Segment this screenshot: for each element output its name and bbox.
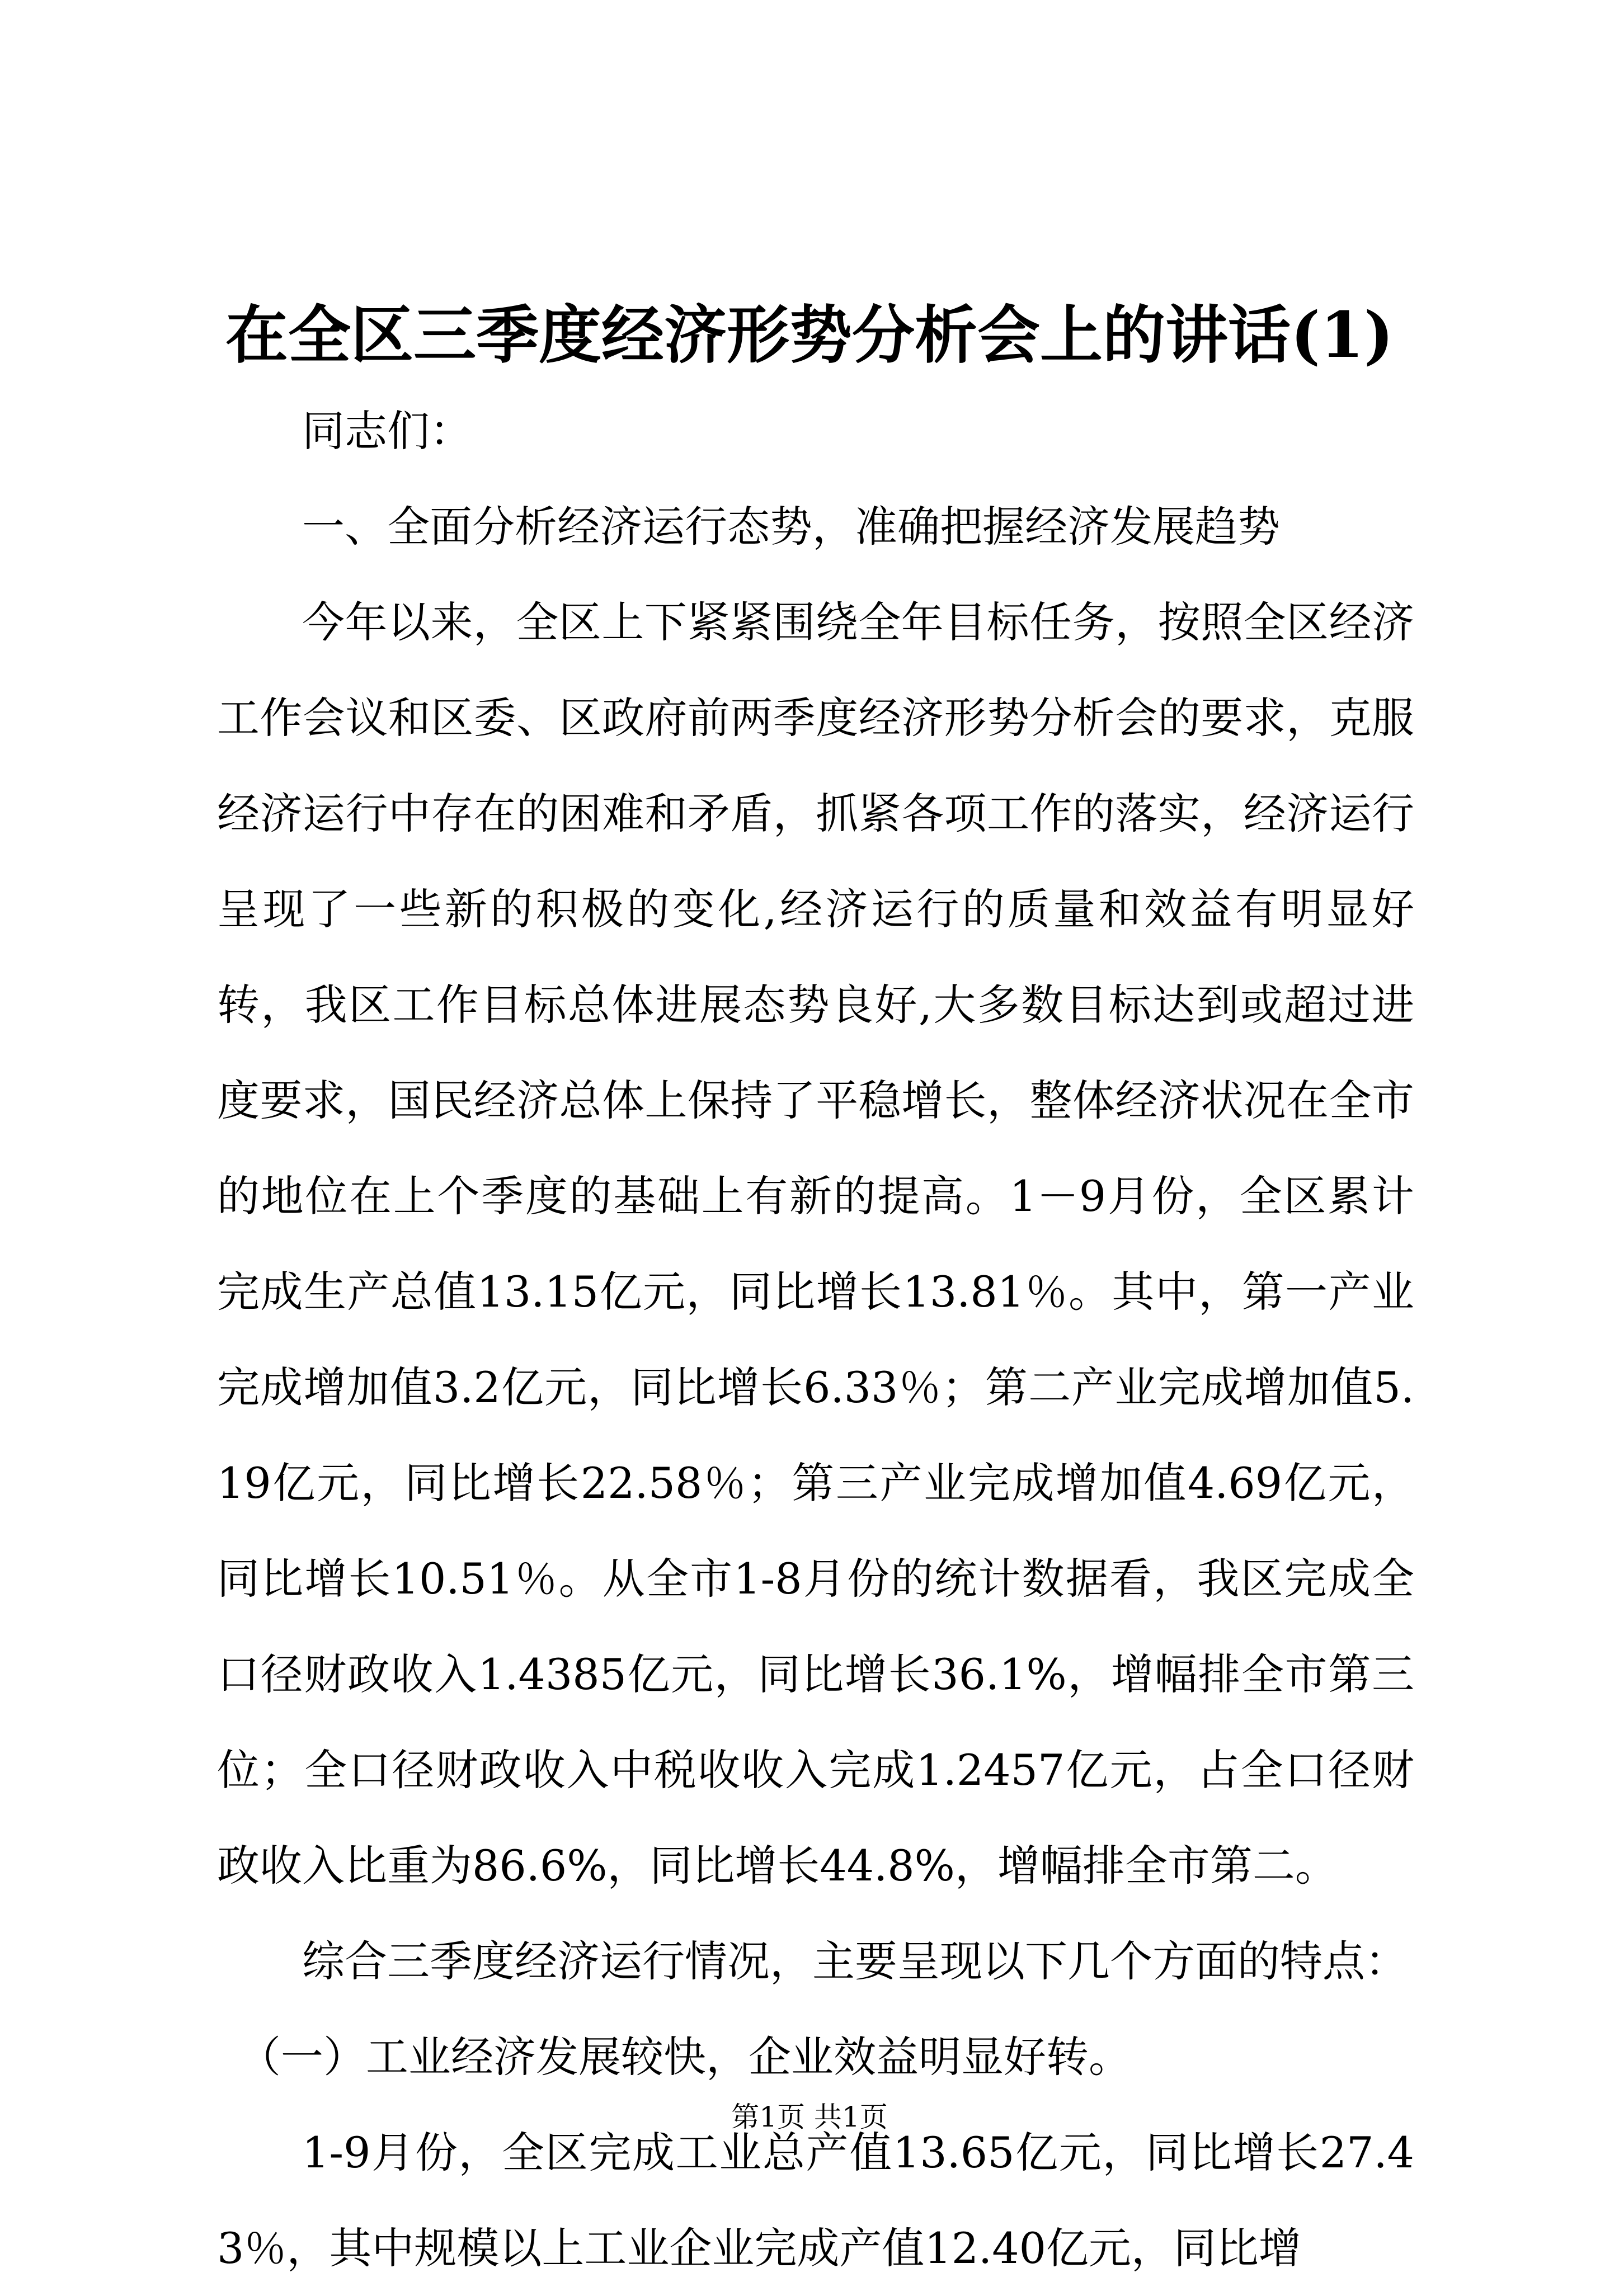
body-paragraph: 今年以来，全区上下紧紧围绕全年目标任务，按照全区经济工作会议和区委、区政府前两季度经济形势分析会的要求，克服经济运行中存在的困难和矛盾，抓紧各项工作的落实，经济运行呈现了一些新的积极的变化,经济运行的质量和效益有明显好转，我区工作目标总体进展态势良好,大多数目标达到或超过进度要求，国民经济总体上保持了平稳增长，整体经济状况在全市的地位在上个季度的基础上有新的提高。1－9月份，全区累计完成生产总值13.15亿元，同比增长13.81％。其中，第一产业完成增加值3.2亿元，同比增长6.33％；第二产业完成增加值5.19亿元，同比增长22.58％；第三产业完成增加值4.69亿元，同比增长10.51％。从全市1-8月份的统计数据看，我区完成全口径财政收入1.4385亿元，同比增长36.1%，增幅排全市第三位；全口径财政收入中税收收入完成1.2457亿元，占全口径财政收入比重为86.6%，同比增长44.8%，增幅排全市第二。 [217, 597, 1414, 1890]
section-heading: 一、全面分析经济运行态势，准确把握经济发展趋势 [302, 502, 1280, 551]
page-number: 第1页 共1页 [731, 2101, 888, 2133]
body-paragraph: 1-9月份，全区完成工业总产值13.65亿元，同比增长27.43％，其中规模以上工业企业完成产值12.40亿元，同比增 [217, 2128, 1414, 2273]
body-paragraph: 综合三季度经济运行情况，主要呈现以下几个方面的特点： [302, 1936, 1408, 1986]
salutation: 同志们： [302, 406, 472, 456]
document-title: 在全区三季度经济形势分析会上的讲话(1) [225, 299, 1394, 372]
page-footer [0, 2095, 1619, 2139]
subsection-heading: （一）工业经济发展较快，企业效益明显好转。 [238, 2032, 1131, 2082]
document-body [217, 383, 1414, 2296]
